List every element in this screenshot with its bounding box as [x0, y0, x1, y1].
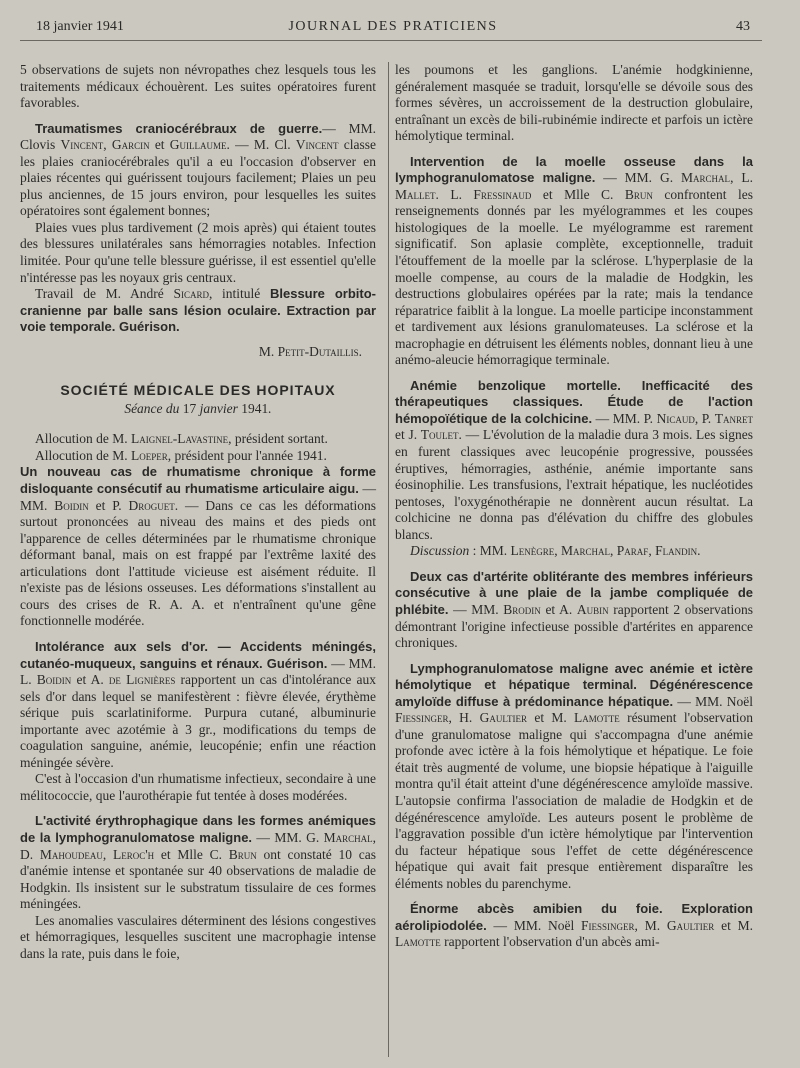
- right-column: [395, 62, 753, 951]
- author-name: Lenègre: [510, 543, 555, 559]
- article-title: Blessure orbito-cranienne par balle sans lésion oculaire. Extraction par voie temporale. Guérison.: [20, 286, 376, 335]
- article-sels-d-or: Intolérance aux sels d'or. — Accidents méningés, cutanéo-muqueux, sanguins et rénaux. Guérison. — MM. L. Boidin et A. de Lignières rapportent un cas d'intolérance aux sels d'or dans lequel se manifestèrent : fièvre élevée, érythème sérique puis scarlatiniforme. Purpura cutané, albuminurie importante avec azotémie à 3 gr., modifications du temps de coagulation sanguine, anémie, leucopénie; enfin une réaction méningée sévère.: [20, 638, 377, 770]
- article-moelle-osseuse: Intervention de la moelle osseuse dans la lymphogranulomatose maligne. — MM. G. Marchal, L. Mallet. L. Fressinaud et Mlle C. Brun confrontent les renseignements donnés par les myélogrammes et les coupes histologiques de la moelle. Le myélogramme est rarement significatif. Son aplasie complète, exceptionnelle, traduit l'étouffement de la moelle par la sclérose. L'hyperplasie de la moelle compense, au cours de la maladie de Hodgkin, les destructions globulaires opérées par la rate; mais la tendance réparatrice faiblit à la longue. La moelle participe inconstamment et tardivement aux lésions granulomateuses. La sclérose et la macrophagie en détruisent les éléments nobles, donnant lieu à une anémo-aleucie hémorragique terminale.: [395, 153, 754, 368]
- author-name: Gaultier: [666, 917, 715, 933]
- author-name: Marchal: [681, 170, 731, 186]
- left-column: [20, 62, 376, 962]
- author-name: Mallet: [395, 186, 436, 202]
- author-name: Petit-Dutaillis: [277, 343, 359, 359]
- paragraph: les poumons et les ganglions. L'anémie hodgkinienne, généralement masquée se traduit, lorsqu'elle se dévoile sous des formes sévères, un accroissement de la destruction globulaire, entraînant un excès de bili-rubinémie indirecte et parfois un ictère hémolytique terminal.: [395, 62, 753, 144]
- author-name: Vincent: [60, 137, 104, 153]
- author-name: Marchal: [561, 543, 611, 559]
- article-title: Anémie benzolique mortelle. Inefficacité des thérapeutiques classiques. Étude de l'action hémopoïétique de la colchicine.: [395, 377, 753, 426]
- author-name: Tanret: [714, 410, 753, 426]
- author-name: Nicaud: [656, 410, 695, 426]
- article-anemie-benzolique: Anémie benzolique mortelle. Inefficacité des thérapeutiques classiques. Étude de l'action hémopoïétique de la colchicine. — MM. P. Nicaud, P. Tanret et J. Toulet. — L'évolution de la maladie dura 3 mois. Les signes en furent classiques avec leucopénie progressive, poussées éruptives, hémorragies, asthénie, anémie importante sans éosinophilie. Les transfusions, l'extrait hépatique, les nucléotides pentoses, l'oxygénothérapie ne donnèrent aucun résultat. La colchicine ne donna pas d'élévation du chiffre des globules blancs.: [395, 377, 754, 542]
- author-name: Fressinaud: [473, 186, 532, 202]
- paragraph: Travail de M. André Sicard, intitulé Blessure orbito-cranienne par balle sans lésion oculaire. Extraction par voie temporale. Guérison.: [20, 286, 376, 335]
- author-name: Toulet: [420, 427, 459, 443]
- paragraph: C'est à l'occasion d'un rhumatisme infectieux, secondaire à une mélitococcie, que l'aurothérapie fut tentée à doses modérées.: [20, 771, 376, 803]
- running-header: [36, 19, 750, 37]
- author-name: Brodin: [503, 601, 541, 617]
- paragraph: Les anomalies vasculaires déterminent des lésions congestives et hémorragiques, lesquelles suscitent une macrophagie intense dans la rate, puis dans le foie,: [20, 912, 376, 961]
- header-journal-title: JOURNAL DES PRATICIENS: [288, 19, 498, 34]
- author-name: Boidin: [36, 672, 72, 688]
- author-name: Droguet: [128, 497, 175, 513]
- article-erythrophagique: L'activité érythrophagique dans les formes anémiques de la lymphogranulomatose maligne. — MM. G. Marchal, D. Mahoudeau, Leroc'h et Mlle C. Brun ont constaté 10 cas d'anémie intense et spontanée sur 40 observations de maladie de Hodgkin. Ils insistent sur le substratum tissulaire de ces formes méningées.: [20, 813, 377, 912]
- paragraph: Plaies vues plus tardivement (2 mois après) qui étaient toutes des blessures unilatérales sans hémorragies notables. Infection limitée. Pour qu'une telle blessure guérisse, il est essentiel qu'elle n'intéresse pas les noyaux gris centraux.: [20, 219, 376, 285]
- article-abces-amibien: Énorme abcès amibien du foie. Exploration aérolipiodolée. — MM. Noël Fiessinger, M. Gaultier et M. Lamotte rapportent l'observation d'un abcès ami-: [395, 901, 753, 950]
- author-name: Garcin: [111, 137, 150, 153]
- author-name: Paraf: [616, 543, 649, 559]
- author-name: Vincent: [295, 137, 339, 153]
- author-name: Boidin: [54, 497, 89, 513]
- article-cranio-traumatismes: Traumatismes craniocérébraux de guerre.— MM. Clovis Vincent, Garcin et Guillaume. — M. Cl. Vincent classe les plaies craniocérébrales qu'il a eu l'occasion d'observer en plaies récentes qui guérissent toujours facilement; Plaies un peu plus anciennes, de 15 jours environ, pour lesquelles les suites opératoires sont également bonnes;: [20, 120, 376, 219]
- article-title: Énorme abcès amibien du foie. Exploration aérolipiodolée.: [395, 901, 753, 933]
- section-heading: SOCIÉTÉ MÉDICALE DES HOPITAUX: [60, 382, 336, 399]
- paragraph: Allocution de M. Loeper, président pour l'année 1941.: [35, 447, 327, 463]
- author-name: Fiessinger: [581, 917, 635, 933]
- header-page-number: 43: [736, 19, 750, 34]
- author-name: Mahoudeau: [39, 846, 103, 862]
- header-rule: [20, 40, 762, 41]
- author-name: Aubin: [576, 601, 609, 617]
- author-name: Loeper: [131, 447, 168, 463]
- paragraph: Allocution de M. Laignel-Lavastine, président sortant.: [35, 431, 328, 447]
- article-title: Un nouveau cas de rhumatisme chronique à forme disloquante consécutif au rhumatisme articulaire aigu.: [20, 464, 376, 497]
- article-title: Lymphogranulomatose maligne avec anémie et ictère hémolytique et hépatique terminal. Dégénérescence amyloïde diffuse à prédominance hépatique.: [395, 660, 753, 709]
- article-title: Traumatismes craniocérébraux de guerre.: [35, 120, 323, 136]
- header-date: 18 janvier 1941: [36, 19, 124, 34]
- author-name: Sicard: [173, 286, 209, 302]
- author-name: Leroc'h: [113, 846, 155, 862]
- signature: M. Petit-Dutaillis.: [258, 343, 362, 359]
- author-name: Fiessinger: [395, 710, 449, 726]
- article-arterite: Deux cas d'artérite oblitérante des membres inférieurs consécutive à une plaie de la jambe compliquée de phlébite. — MM. Brodin et A. Aubin rapportent 2 observations démontrant l'origine infectieuse possible d'artérites en apparence chroniques.: [395, 568, 754, 651]
- author-name: Lamotte: [574, 710, 620, 726]
- column-divider: [388, 62, 389, 1057]
- article-title: L'activité érythrophagique dans les formes anémiques de la lymphogranulomatose maligne.: [20, 813, 376, 845]
- article-rhumatisme: Un nouveau cas de rhumatisme chronique à forme disloquante consécutif au rhumatisme articulaire aigu. — MM. Boidin et P. Droguet. — Dans ce cas les déformations surtout prononcées au niveau des mains et des pieds ont l'apparence de celles déterminées par le rhumatisme chronique déformant banal, mais on est frappé par l'extrême laxité des articulations dont l'attitude vicieuse est aisément réduite. Il n'existe pas de lésions osseuses. Les déformations s'installent au cours des crises de R. A. A. et n'entraînent qu'une gêne fonctionnelle modérée.: [20, 464, 377, 629]
- author-name: Brun: [624, 186, 653, 202]
- article-lymphogranulomatose: Lymphogranulomatose maligne avec anémie et ictère hémolytique et hépatique terminal. Dégénérescence amyloïde diffuse à prédominance hépatique. — MM. Noël Fiessinger, H. Gaultier et M. Lamotte résument l'observation d'une granulomatose maligne qui s'accompagna d'une anémie profonde avec ictère à la fois hémolytique et hépatique. Le foie était très augmenté de volume, une biopsie hépatique à l'aiguille montra qu'il était atteint d'une dégénérescence amyloïde massive. L'autopsie confirma l'association de maladie de Hodgkin et de dégénérescence amyloïde. Les auteurs posent le problème de l'aggravation possible d'un ictère hémolytique par l'intervention du facteur hépatique sous l'effet de cette dégénérescence hépatique qui avait fait presque entièrement disparaître les éléments nobles du parenchyme.: [395, 660, 754, 891]
- discussion-label: Discussion: [410, 543, 470, 559]
- author-name: Lamotte: [395, 934, 441, 950]
- author-name: Flandin: [655, 543, 698, 559]
- session-date: Séance du 17 janvier 1941.: [124, 400, 272, 416]
- author-name: de Lignières: [108, 672, 176, 688]
- article-title: Intervention de la moelle osseuse dans la lymphogranulomatose maligne.: [395, 153, 753, 186]
- author-name: Brun: [228, 846, 257, 862]
- paragraph: 5 observations de sujets non névropathes chez lesquels tous les traitements médicaux échouèrent. Les suites opératoires furent favorables.: [20, 62, 376, 111]
- article-title: Deux cas d'artérite oblitérante des membres inférieurs consécutive à une plaie de la jambe compliquée de phlébite.: [395, 568, 753, 617]
- author-name: Marchal: [323, 829, 373, 845]
- article-title: Intolérance aux sels d'or. — Accidents méningés, cutanéo-muqueux, sanguins et rénaux. Guérison.: [20, 638, 376, 671]
- author-name: Gaultier: [479, 710, 528, 726]
- discussion: Discussion : MM. Lenègre, Marchal, Paraf, Flandin.: [410, 543, 701, 559]
- author-name: Laignel-Lavastine: [131, 431, 229, 447]
- author-name: Guillaume: [169, 137, 227, 153]
